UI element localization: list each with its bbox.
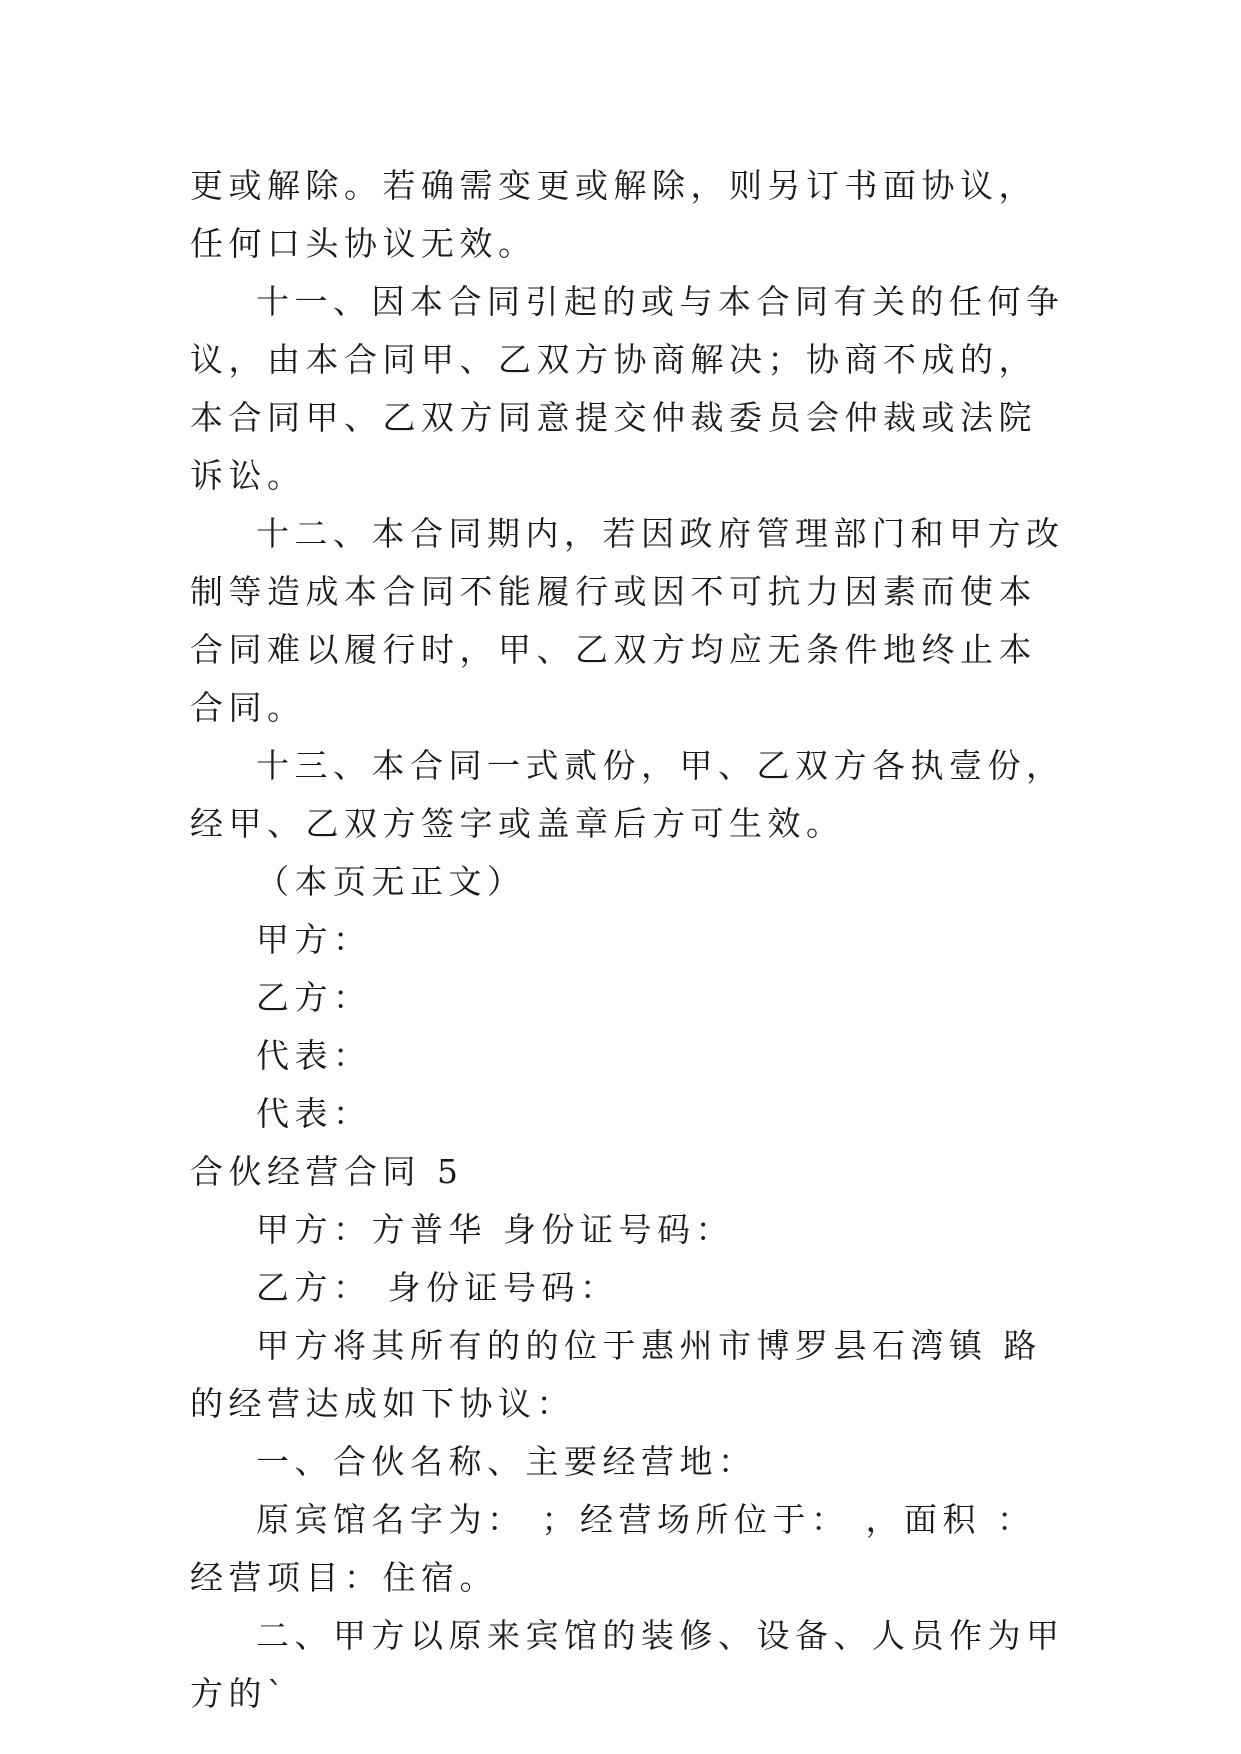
signature-representative-b: 代表： (256, 1094, 372, 1133)
paragraph-hotel-details: 原宾馆名字为： ；经营场所位于： ，面积 ： 经营项目：住宿。 (190, 1500, 1036, 1597)
paragraph-clause-13-copies: 十三、本合同一式贰份，甲、乙双方各执壹份，经甲、乙双方签字或盖章后方可生效。 (190, 746, 1065, 843)
paragraph-clause-2-contribution: 二、甲方以原来宾馆的装修、设备、人员作为甲方的` (190, 1616, 1065, 1713)
paragraph-agreement-intro: 甲方将其所有的的位于惠州市博罗县石湾镇 路的经营达成如下协议： (190, 1326, 1042, 1423)
paragraph-no-body-note: （本页无正文） (256, 862, 526, 901)
party-b-info: 乙方： 身份证号码： (256, 1268, 619, 1307)
paragraph-clause-1-title: 一、合伙名称、主要经营地： (256, 1442, 757, 1481)
signature-party-b: 乙方： (256, 978, 372, 1017)
signature-party-a: 甲方： (256, 920, 372, 959)
signature-representative-a: 代表： (256, 1036, 372, 1075)
paragraph-contract-change: 更或解除。若确需变更或解除，则另订书面协议，任何口头协议无效。 (190, 166, 1037, 263)
document-body (190, 157, 1070, 1723)
section-title-contract-5: 合伙经营合同 5 (190, 1152, 464, 1191)
paragraph-clause-12-termination: 十二、本合同期内，若因政府管理部门和甲方改制等造成本合同不能履行或因不可抗力因素而使本合同难以履行时，甲、乙双方均应无条件地终止本合同。 (190, 514, 1065, 727)
party-a-info: 甲方：方普华 身份证号码： (256, 1210, 734, 1249)
paragraph-clause-11-dispute: 十一、因本合同引起的或与本合同有关的任何争议，由本合同甲、乙双方协商解决；协商不成的，本合同甲、乙双方同意提交仲裁委员会仲裁或法院诉讼。 (190, 282, 1065, 495)
